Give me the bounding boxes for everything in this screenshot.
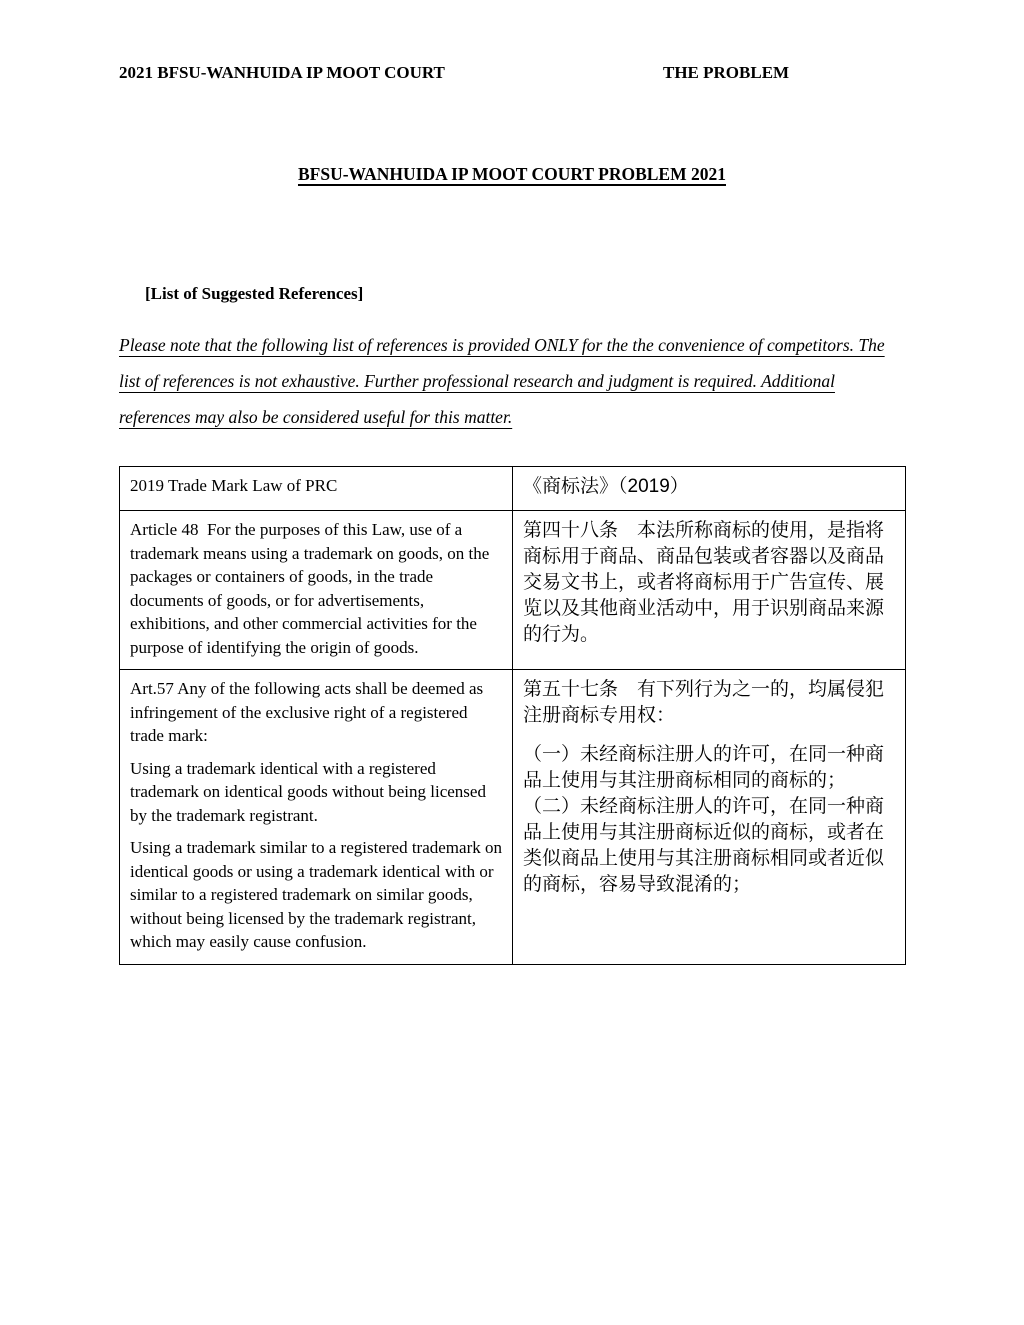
law-name-en: 2019 Trade Mark Law of PRC [130,476,338,495]
article-57-zh-cell [513,670,906,965]
article-57-en-item-1: Using a trademark identical with a registered trademark on identical goods without being licensed by the trademark registrant. [130,758,491,825]
article-57-en-intro: Art.57 Any of the following acts shall be deemed as infringement of the exclusive right of a registered trade mark: [130,679,488,745]
references-table [119,466,906,965]
law-name-en-cell [120,467,513,511]
document-title: BFSU-WANHUIDA IP MOOT COURT PROBLEM 2021 [297,164,726,184]
article-48-en: Article 48 For the purposes of this Law, use of a trademark means using a trademark on goods, on the packages or containers of goods, in the trade documents of goods, or for advertisements, exhibitions, and other commercial activities for the purpose of identifying the origin of goods. [130,520,494,657]
header-left-text: 2021 BFSU-WANHUIDA IP MOOT COURT [119,63,445,82]
references-heading: [List of Suggested References] [145,284,364,303]
article-57-zh-intro: 第五十七条 有下列行为之一的，均属侵犯注册商标专用权： [523,679,885,726]
table-row [120,467,906,511]
references-note: Please note that the following list of references is provided ONLY for the the convenience of competitors. The list of references is not exhaustive. Further professional research and judgment is required. Additional references may also be considered useful for this matter. [119,335,885,427]
article-57-zh-item-2: （二）未经商标注册人的许可，在同一种商品上使用与其注册商标近似的商标，或者在类似商品上使用与其注册商标相同或者近似的商标，容易导致混淆的； [523,796,885,895]
table-row [120,670,906,965]
law-name-zh-cell [513,467,906,511]
article-57-en-cell [120,670,513,965]
article-57-zh-item-1: （一）未经商标注册人的许可，在同一种商品上使用与其注册商标相同的商标的； [523,744,885,791]
table-row [120,511,906,670]
article-48-en-cell [120,511,513,670]
law-name-zh: 《商标法》（2019） [523,476,689,497]
article-48-zh: 第四十八条 本法所称商标的使用，是指将商标用于商品、商品包装或者容器以及商品交易文书上，或者将商标用于广告宣传、展览以及其他商业活动中，用于识别商品来源的行为。 [523,520,885,645]
article-57-en-item-2: Using a trademark similar to a registered trademark on identical goods or using a trademark identical with or similar to a registered trademark on similar goods, without being licensed by the trademark registrant, which may easily cause confusion. [130,838,507,951]
article-48-zh-cell [513,511,906,670]
header-right-text: THE PROBLEM [663,63,790,82]
document-header [119,62,905,84]
